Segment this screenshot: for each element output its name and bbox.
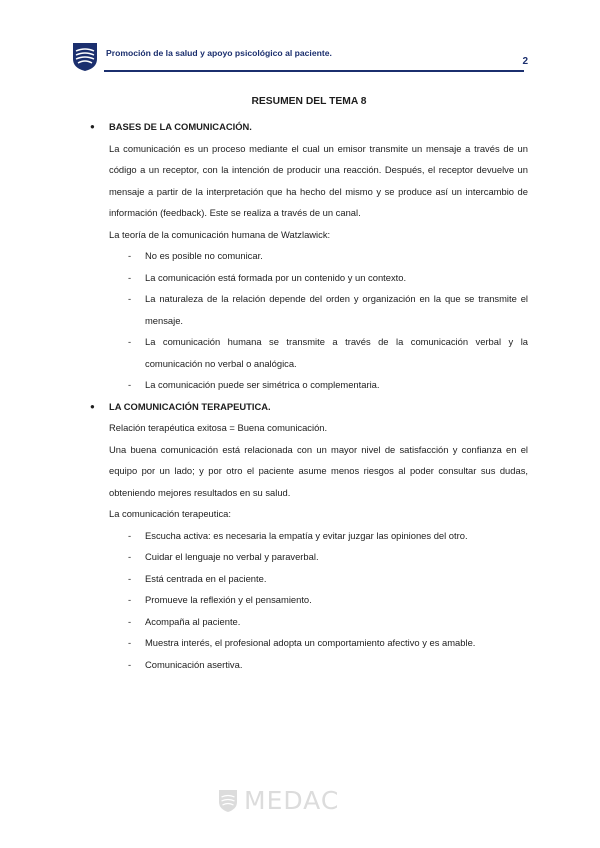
list-item (109, 589, 528, 611)
section-heading-text: LA COMUNICACIÓN TERAPEUTICA. (109, 400, 271, 412)
list-item-text: Escucha activa: es necesaria la empatía y evitar juzgar las opiniones del otro. (145, 529, 468, 541)
list-item (109, 374, 528, 396)
list-item-text: Acompaña al paciente. (145, 615, 241, 627)
paragraph-therapeutic-relation: Relación terapéutica exitosa = Buena comunicación. (109, 422, 328, 433)
dash-icon: - (128, 594, 132, 605)
bullet-icon: ● (90, 122, 95, 131)
paragraph-good-communication: Una buena comunicación está relacionada con un mayor nivel de satisfacción y confianza en el equipo por un lado; y por otro el paciente asume menos riesgos al poder consultar sus dudas, obteniendo mejores resultados en su salud. (109, 443, 528, 498)
page-number: 2 (522, 56, 528, 67)
section-heading-therapeutic (90, 396, 528, 418)
dash-icon: - (128, 551, 132, 562)
section-heading-text: BASES DE LA COMUNICACIÓN. (109, 121, 252, 132)
page-header (72, 42, 528, 74)
list-item (109, 267, 528, 289)
list-item (109, 632, 528, 654)
document-body (90, 94, 528, 675)
list-item (109, 525, 528, 547)
list-item (109, 331, 528, 374)
paragraph-watzlawick-intro: La teoría de la comunicación humana de Watzlawick: (109, 228, 331, 240)
dash-icon: - (128, 250, 132, 261)
list-item-text: La comunicación está formada por un contenido y un contexto. (145, 271, 407, 283)
list-item (109, 568, 528, 590)
list-item-text: La comunicación puede ser simétrica o complementaria. (145, 379, 380, 390)
footer-brand: MEDAC (244, 786, 340, 815)
list-item (109, 245, 528, 267)
list-item-text: La comunicación humana se transmite a través de la comunicación verbal y la comunicación no verbal o analógica. (145, 336, 528, 369)
medac-shield-logo-icon (72, 42, 98, 72)
dash-icon: - (128, 572, 132, 584)
section-heading-bases (90, 116, 528, 138)
list-item (109, 611, 528, 633)
list-item-text: Comunicación asertiva. (145, 658, 243, 670)
dash-icon: - (128, 271, 132, 283)
header-title: Promoción de la salud y apoyo psicológico al paciente. (106, 48, 332, 58)
dash-icon: - (128, 658, 132, 670)
dash-icon: - (128, 637, 132, 648)
medac-shield-watermark-icon (218, 789, 238, 813)
list-item-text: No es posible no comunicar. (145, 250, 263, 261)
dash-icon: - (128, 529, 132, 541)
watzlawick-list (90, 245, 528, 396)
list-item (109, 288, 528, 331)
footer-watermark (218, 784, 378, 818)
bullet-icon: ● (90, 401, 95, 411)
therapeutic-list (90, 525, 528, 676)
list-item (109, 654, 528, 676)
dash-icon: - (128, 615, 132, 627)
paragraph-therapeutic-intro: La comunicación terapeutica: (109, 508, 231, 519)
list-item-text: Está centrada en el paciente. (145, 572, 267, 584)
list-item-text: La naturaleza de la relación depende del orden y organización en la que se transmite el mensaje. (145, 293, 528, 326)
dash-icon: - (128, 336, 132, 347)
document-title: RESUMEN DEL TEMA 8 (251, 96, 367, 107)
list-item-text: Muestra interés, el profesional adopta un comportamiento afectivo y es amable. (145, 637, 476, 648)
paragraph-communication-definition: La comunicación es un proceso mediante el cual un emisor transmite un mensaje a través de un código a un receptor, con la intención de producir una reacción. Después, el receptor devuelve un mensaje a partir de la interpretación que ha hecho del mismo y se produce así un intercambio de información (feedback). Este se realiza a través de un canal. (109, 142, 528, 218)
header-divider (104, 70, 524, 72)
list-item-text: Cuidar el lenguaje no verbal y paraverbal. (145, 551, 319, 562)
list-item (109, 546, 528, 568)
list-item-text: Promueve la reflexión y el pensamiento. (145, 594, 312, 605)
dash-icon: - (128, 293, 132, 304)
dash-icon: - (128, 379, 132, 390)
